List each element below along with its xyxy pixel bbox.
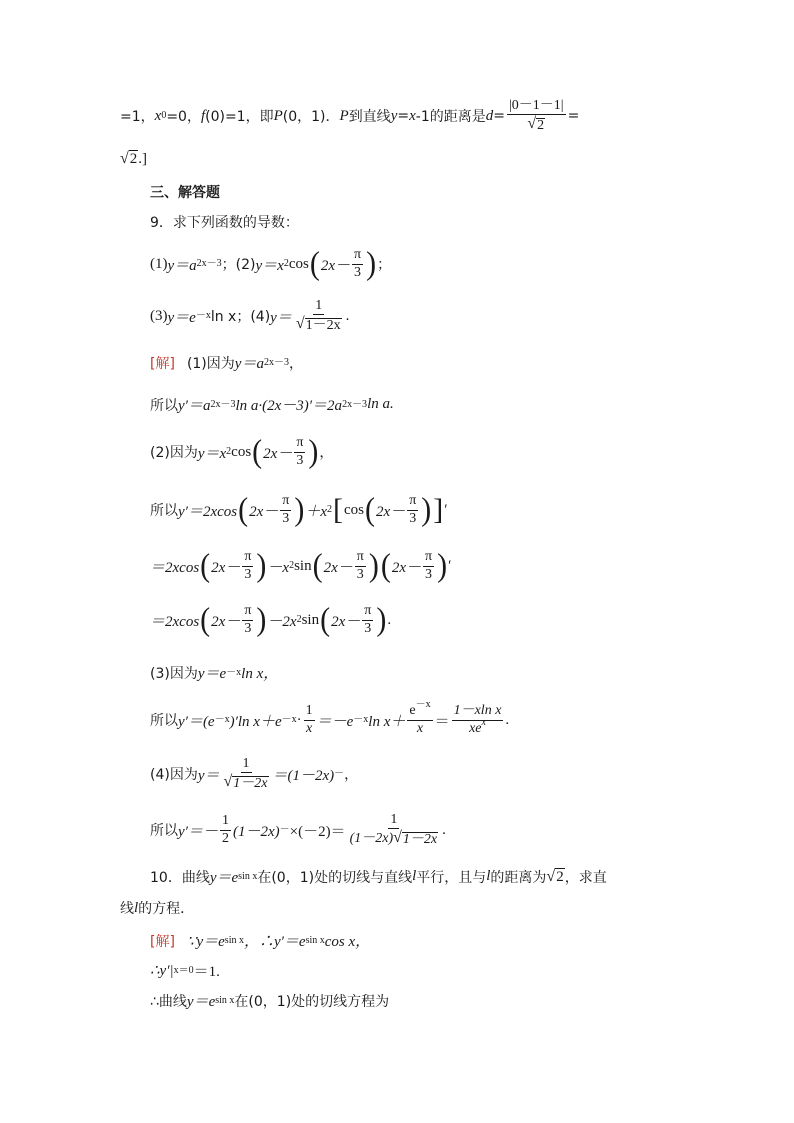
solution-label: [解] <box>150 355 175 372</box>
text: y＝e <box>186 994 216 1010</box>
text: (3)因为 <box>150 665 198 682</box>
text: =0， <box>166 109 201 125</box>
text: ＝(1－2x) <box>272 767 335 784</box>
text: x <box>154 107 162 124</box>
text: ； <box>377 257 392 273</box>
text: 在(0，1)处的切线与直线 <box>257 869 413 886</box>
text: · <box>296 711 302 728</box>
text: y＝e <box>167 309 196 326</box>
text: 所以 <box>150 713 178 729</box>
text: = <box>397 108 410 124</box>
q9-title: 9．求下列函数的导数： <box>150 215 299 231</box>
text: sin <box>294 557 312 574</box>
text: )′ln x＋e <box>229 713 282 730</box>
text: . <box>387 611 392 628</box>
text: ， <box>288 355 303 372</box>
text: 10．曲线 <box>150 869 210 886</box>
top-line-2 <box>120 150 147 168</box>
fraction: $\frac{1}{2}$ <box>221 812 229 846</box>
text: 平行，且与 <box>416 869 487 886</box>
fraction: $\frac{\pi}{3}$ <box>364 602 372 636</box>
text: y′＝a <box>178 398 211 414</box>
text: (1) <box>150 255 168 272</box>
text: ′ <box>448 557 452 574</box>
text: (0，1)． <box>282 109 340 125</box>
text: d <box>485 107 494 124</box>
text: cos x， <box>324 934 371 950</box>
text: ∵y＝e <box>186 934 225 950</box>
sol-line7: (3)因为 y＝e －x ln x， <box>150 662 278 683</box>
text: ∴曲线 <box>150 993 187 1010</box>
text: ln a·(2x－3)′＝2a <box>235 398 343 414</box>
text: 所以 <box>150 503 178 519</box>
q10-ans3: ∴曲线 y＝e sin x 在(0，1)处的切线方程为 <box>150 990 389 1011</box>
text: sin <box>301 611 320 628</box>
solution-label: [解] <box>150 933 175 950</box>
text: 线 <box>120 901 134 917</box>
fraction: $\frac{1}{x}$ <box>305 702 313 736</box>
text: y＝e <box>197 666 227 682</box>
text: y＝x <box>197 445 227 462</box>
text: 所以 <box>150 397 178 414</box>
q10-line1: 10．曲线 y＝e sin x 在(0，1)处的切线与直线 l 平行，且与 l 的距离为 √ 2 ，求直 <box>150 867 607 886</box>
text: l <box>134 899 139 916</box>
text: P <box>339 107 349 124</box>
text: ln x， <box>241 666 279 682</box>
text: y＝e <box>209 870 239 886</box>
text: -1的距离是 <box>415 109 486 125</box>
text: (2)因为 <box>150 445 198 461</box>
numerator: |0－1－1| <box>507 99 566 116</box>
fraction: 1 (1－2x) √ 1－2x <box>349 811 438 847</box>
text: 所以 <box>150 823 178 839</box>
text: 在(0，1)处的切线方程为 <box>234 993 390 1010</box>
fraction: $\frac{e^{-x}}{x}$ <box>409 698 431 736</box>
text: y <box>390 107 398 124</box>
text: ×(－2)＝ <box>289 823 346 840</box>
text: y′＝(e <box>178 713 215 730</box>
fraction: 1 √ 1－2x <box>223 755 268 791</box>
text: y′＝－ <box>178 823 218 840</box>
text: ∴y′| <box>150 963 174 979</box>
fraction: $\frac{\pi}{3}$ <box>244 602 252 636</box>
text: (4)因为 <box>150 767 198 783</box>
text: ′ <box>444 501 448 518</box>
text: －2x <box>267 613 297 630</box>
q10-line2 <box>120 898 194 918</box>
text: =1， <box>120 109 155 125</box>
text: ln x＋ <box>368 713 406 730</box>
text: 的方程． <box>138 901 195 917</box>
top-line: =1， x 0 =0， f (0)=1，即 P (0，1)． P 到直线 y = x -1的距离是 d = |0－1－1| √ 2 = <box>120 97 580 133</box>
text: y＝ <box>270 309 292 326</box>
text: (3) <box>150 307 168 324</box>
sol-line2: 所以 y′＝a 2x－3 ln a·(2x－3)′＝2a 2x－3 ln a. <box>150 396 394 414</box>
text: . <box>345 307 350 324</box>
text: x <box>409 107 416 124</box>
text: 到直线 <box>348 109 391 125</box>
text: ，求直 <box>564 869 607 886</box>
text: l <box>486 868 491 884</box>
fraction: $\frac{\pi}{3}$ <box>296 434 304 468</box>
sol-line3: (2)因为 y＝x 2 cos ( 2x－ $\frac{\pi}{3}$ ) ， <box>150 433 334 470</box>
sol-line10: 所以 y′＝－ $\frac{1}{2}$ (1－2x) － ×(－2)＝ 1 (1－2x) √ 1－2x . <box>150 811 446 847</box>
text: (0)=1，即 <box>205 109 274 125</box>
fraction: $\frac{\text{1－xln x}}{xe^x}$ <box>453 702 502 736</box>
text: ＝2xcos <box>150 613 200 630</box>
fraction: $\frac{\pi}{3}$ <box>244 548 252 582</box>
fraction: $\frac{\pi}{3}$ <box>356 548 364 582</box>
text: (1－2x) <box>232 823 280 840</box>
text: = <box>493 108 505 124</box>
section-heading: 三、解答题 <box>150 185 220 201</box>
text: y＝x <box>255 257 284 274</box>
text: = <box>567 108 580 124</box>
text: l <box>412 868 417 884</box>
text: ln a. <box>367 396 394 412</box>
text: cos <box>231 443 252 460</box>
text: y＝a <box>234 356 264 372</box>
text: ；(2) <box>221 257 256 273</box>
sol-line5: ＝2xcos ( 2x－ $\frac{\pi}{3}$ ) －x 2 sin ( 2x－ $\frac{\pi}{3}$ ) ( 2x－ $\frac{\pi}{3}$ ) ′ <box>150 547 452 584</box>
text: y＝ <box>197 767 220 784</box>
text: ，∴y′＝e <box>243 934 306 950</box>
text: .] <box>138 150 148 167</box>
text: 2x－ <box>320 257 351 274</box>
fraction: $\frac{\pi}{3}$ <box>282 492 290 526</box>
text: f <box>200 107 206 124</box>
sol-line8: 所以 y′＝(e －x )′ln x＋e －x · $\frac{1}{x}$ ＝－e －x ln x＋ $\frac{e^{-x}}{x}$ ＝ $\frac{\text{1－xln x}}{xe^x}$ . <box>150 698 510 736</box>
text: ln x；(4) <box>210 309 271 325</box>
q10-ans1: [解] ∵y＝e sin x ，∴y′＝e sin x cos x， <box>150 930 370 951</box>
text: . <box>505 711 510 728</box>
text: y′＝2xcos <box>178 503 238 520</box>
text: P <box>273 107 283 124</box>
text: ＝－e <box>316 713 354 730</box>
text: ＋x <box>305 503 328 520</box>
q10-ans2: ∴y′| x＝0 ＝1. <box>150 960 220 981</box>
fraction: $\frac{\pi}{3}$ <box>354 246 362 280</box>
text: 的距离为 <box>490 869 547 886</box>
sqrt: √ 2 <box>120 150 138 167</box>
text: ＝2xcos <box>150 559 200 576</box>
text: cos <box>288 255 309 272</box>
sol-line9: (4)因为 y＝ 1 √ 1－2x ＝(1－2x) － ， <box>150 755 359 791</box>
sqrt: √ 2 <box>546 867 564 885</box>
sol-line6: ＝2xcos ( 2x－ $\frac{\pi}{3}$ ) －2x 2 sin ( 2x－ $\frac{\pi}{3}$ ) . <box>150 601 392 638</box>
text: y＝a <box>167 257 197 274</box>
text: ＝1. <box>193 964 220 980</box>
text: (1)因为 <box>186 355 235 372</box>
q9-line1: (1) y＝a 2x－3 ；(2) y＝x 2 cos ( 2x－ $\frac{\pi}{3}$ ) ； <box>150 245 392 282</box>
text: －x <box>267 559 290 576</box>
q9-line2: (3) y＝e －x ln x；(4) y＝ 1 √ 1－2x . <box>150 297 350 333</box>
fraction <box>507 99 566 133</box>
text: ， <box>344 767 359 783</box>
sol-line4: 所以 y′＝2xcos ( 2x－ $\frac{\pi}{3}$ ) ＋x 2 [ cos ( 2x－ $\frac{\pi}{3}$ ) ] ′ <box>150 491 448 528</box>
text: . <box>442 821 446 838</box>
fraction: $\frac{\pi}{3}$ <box>409 492 417 526</box>
denominator: √ 2 <box>527 115 545 133</box>
fraction: $\frac{\pi}{3}$ <box>425 548 433 582</box>
text: ， <box>319 445 334 461</box>
fraction: 1 √ 1－2x <box>295 297 341 333</box>
sol-line1: [解] (1)因为 y＝a 2x－3 ， <box>150 352 303 373</box>
text: ＝ <box>434 713 450 730</box>
